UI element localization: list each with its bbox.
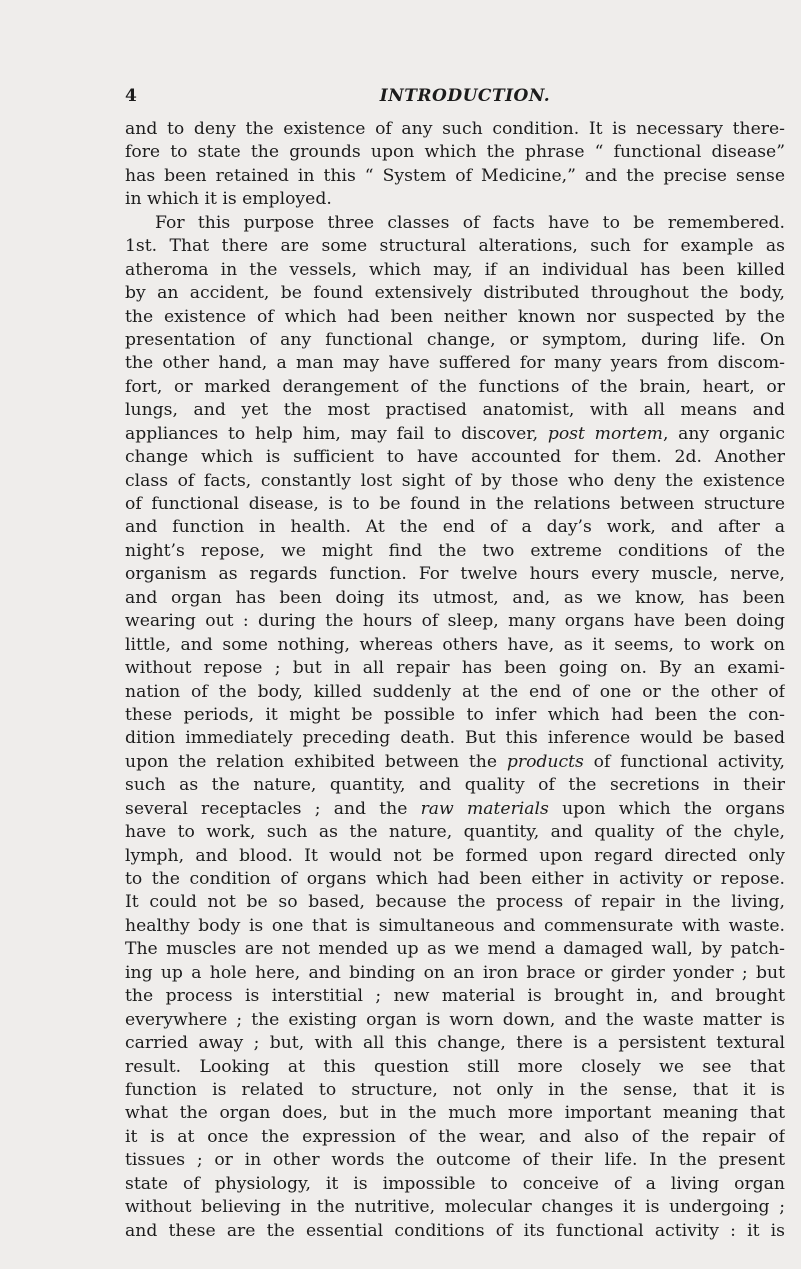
running-title: INTRODUCTION. <box>379 86 551 106</box>
text-line: The muscles are not mended up as we mend a damaged wall, by patch- <box>125 939 785 960</box>
text-line: ing up a hole here, and binding on an iron brace or girder yonder ; but <box>125 962 785 983</box>
text-line: without repose ; but in all repair has been going on. By an exami- <box>125 658 785 679</box>
body-text <box>125 118 785 1243</box>
text-line: class of facts, constantly lost sight of by those who deny the existence <box>125 470 785 491</box>
text-line: For this purpose three classes of facts have to be remembered. <box>155 212 785 233</box>
text-line: the existence of which had been neither known nor suspected by the <box>125 306 785 327</box>
text-line: healthy body is one that is simultaneous and commensurate with waste. <box>125 915 785 936</box>
running-head <box>125 86 785 110</box>
text-line: nation of the body, killed suddenly at the end of one or the other of <box>125 681 785 702</box>
text-line: organism as regards function. For twelve hours every muscle, nerve, <box>125 564 785 585</box>
text-line: change which is sufficient to have accounted for them. 2d. Another <box>125 447 785 468</box>
page-number: 4 <box>125 86 137 106</box>
text-line: tissues ; or in other words the outcome of their life. In the present <box>125 1150 785 1171</box>
text-line: night’s repose, we might find the two extreme conditions of the <box>125 540 785 561</box>
text-line: state of physiology, it is impossible to conceive of a living organ <box>125 1173 785 1194</box>
text-line: lungs, and yet the most practised anatomist, with all means and <box>125 400 785 421</box>
text-line: has been retained in this “ System of Medicine,” and the precise sense <box>125 165 785 186</box>
text-line: fort, or marked derangement of the functions of the brain, heart, or <box>125 376 785 397</box>
text-line: and function in health. At the end of a day’s work, and after a <box>125 517 785 538</box>
text-line: and organ has been doing its utmost, and, as we know, has been <box>125 587 785 608</box>
text-line: and these are the essential conditions of its functional activity : it is <box>125 1220 785 1241</box>
text-line: several receptacles ; and the raw materials upon which the organs <box>125 798 785 819</box>
text-line: by an accident, be found extensively distributed throughout the body, <box>125 283 785 304</box>
italic-phrase: raw materials <box>420 798 549 819</box>
italic-phrase: products <box>506 751 584 772</box>
text-line: carried away ; but, with all this change, there is a persistent textural <box>125 1033 785 1054</box>
text-line: result. Looking at this question still more closely we see that <box>125 1056 785 1077</box>
text-line: without believing in the nutritive, molecular changes it is undergoing ; <box>125 1197 785 1218</box>
text-line: everywhere ; the existing organ is worn down, and the waste matter is <box>125 1009 785 1030</box>
text-line: what the organ does, but in the much more important meaning that <box>125 1103 785 1124</box>
text-line: appliances to help him, may fail to discover, post mortem, any organic <box>125 423 785 444</box>
text-line: lymph, and blood. It would not be formed upon regard directed only <box>125 845 785 866</box>
text-line: fore to state the grounds upon which the phrase “ functional disease” <box>125 142 785 163</box>
text-line: wearing out : during the hours of sleep, many organs have been doing <box>125 611 785 632</box>
text-line: such as the nature, quantity, and quality of the secretions in their <box>125 775 785 796</box>
text-line: atheroma in the vessels, which may, if an individual has been killed <box>125 259 785 280</box>
italic-phrase: post mortem <box>547 423 663 444</box>
text-line: of functional disease, is to be found in the relations between structure <box>125 494 785 514</box>
text-line: upon the relation exhibited between the products of functional activity, <box>125 751 785 772</box>
text-line: it is at once the expression of the wear, and also of the repair of <box>125 1126 785 1147</box>
text-line: 1st. That there are some structural alterations, such for example as <box>125 236 785 257</box>
text-line: the process is interstitial ; new material is brought in, and brought <box>125 986 785 1007</box>
text-line: It could not be so based, because the process of repair in the living, <box>125 892 785 913</box>
text-line: the other hand, a man may have suffered for many years from discom- <box>125 353 785 374</box>
text-line: have to work, such as the nature, quantity, and quality of the chyle, <box>125 822 785 843</box>
text-line: to the condition of organs which had been either in activity or repose. <box>125 869 785 889</box>
text-line: and to deny the existence of any such condition. It is necessary there- <box>125 119 785 139</box>
text-line: presentation of any functional change, or symptom, during life. On <box>125 329 785 350</box>
text-line: function is related to structure, not only in the sense, that it is <box>125 1079 785 1100</box>
text-line: in which it is employed. <box>125 189 332 210</box>
text-line: these periods, it might be possible to infer which had been the con- <box>125 704 785 725</box>
text-line: dition immediately preceding death. But this inference would be based <box>125 728 785 749</box>
text-line: little, and some nothing, whereas others have, as it seems, to work on <box>125 634 785 655</box>
